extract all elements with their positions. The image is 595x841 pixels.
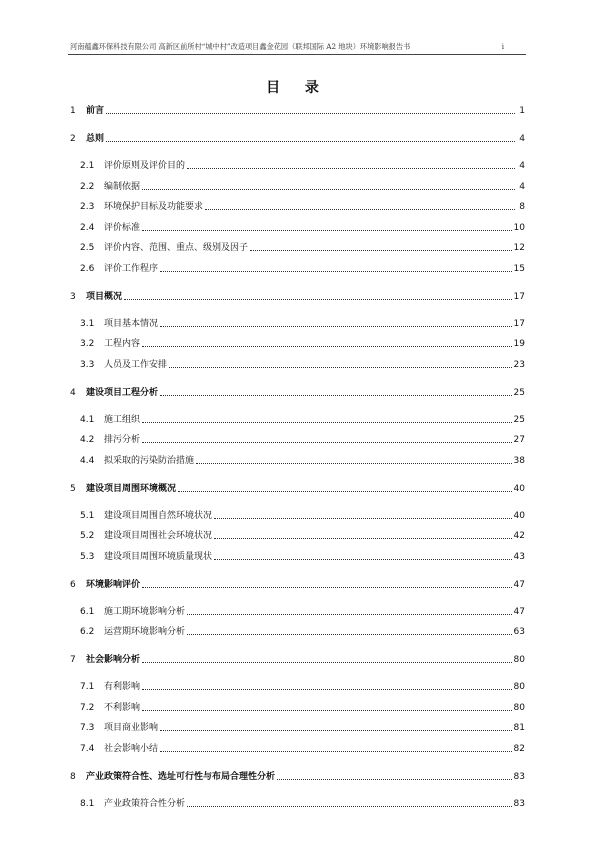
toc-dot-leader (160, 394, 512, 396)
toc-entry-number: 4.1 (80, 414, 95, 425)
header-text: 河南蕴鑫环保科技有限公司 高新区前所村“城中村”改造项目鑫金花园（联邦国际 A2 地块）环境影响报告书 (70, 42, 411, 51)
toc-entry-page: 82 (513, 743, 525, 754)
toc-dot-leader (160, 750, 512, 752)
toc-entry-number: 6.2 (80, 627, 95, 637)
toc-entry[interactable] (70, 357, 525, 371)
toc-entry-label: 项目商业影响 (104, 723, 159, 733)
toc-dot-leader (187, 633, 512, 635)
toc-entry[interactable] (70, 453, 525, 467)
toc-entry-page: 40 (513, 483, 525, 494)
toc-entry-page: 15 (513, 263, 525, 274)
toc-entry-label: 项目基本情况 (104, 318, 159, 329)
toc-dot-leader (142, 188, 515, 190)
toc-dot-leader (214, 537, 512, 539)
toc-dot-leader (214, 558, 512, 560)
toc-entry-page: 80 (513, 702, 525, 713)
toc-entry-label: 评价原则及评价目的 (104, 161, 186, 171)
toc-entry-number: 3 (70, 291, 76, 302)
toc-entry-page: 19 (513, 339, 525, 349)
toc-entry-number: 6.1 (80, 606, 95, 617)
toc-entry-label: 环境影响评价 (86, 579, 141, 590)
toc-entry-number: 3.3 (80, 359, 95, 370)
toc-entry-number: 1 (70, 106, 76, 116)
toc-entry[interactable] (70, 179, 525, 193)
toc-entry[interactable] (70, 549, 525, 563)
toc-entry-number: 7.3 (80, 723, 95, 733)
toc-entry-label: 不利影响 (104, 702, 141, 713)
toc-entry[interactable] (70, 316, 525, 330)
toc-entry[interactable] (70, 220, 525, 234)
toc-entry-label: 评价内容、范围、重点、级别及因子 (104, 243, 249, 253)
toc-entry-label: 工程内容 (104, 339, 141, 349)
toc-entry-label: 施工组织 (104, 414, 141, 425)
toc-dot-leader (250, 249, 512, 251)
page-header (68, 40, 526, 55)
toc-entry-number: 2.1 (80, 161, 95, 171)
toc-entry-number: 2.2 (80, 181, 95, 192)
toc-dot-leader (124, 298, 512, 300)
toc-entry-page: 27 (513, 435, 525, 445)
toc-entry-label: 项目概况 (86, 291, 123, 302)
toc-entry-label: 建设项目工程分析 (86, 387, 159, 398)
toc-entry-label: 社会影响小结 (104, 743, 159, 754)
toc-entry-number: 4 (70, 387, 76, 398)
toc-entry-label: 社会影响分析 (86, 655, 141, 665)
toc-dot-leader (142, 441, 512, 443)
toc-entry-number: 5.3 (80, 551, 95, 562)
toc-entry[interactable] (70, 577, 525, 591)
toc-dot-leader (142, 688, 512, 690)
toc-entry[interactable] (70, 528, 525, 542)
toc-entry-label: 评价标准 (104, 222, 141, 233)
toc-entry-page: 42 (513, 531, 525, 541)
toc-dot-leader (169, 366, 512, 368)
toc-entry-number: 8.1 (80, 798, 95, 809)
toc-entry[interactable] (70, 508, 525, 522)
toc-entry-page: 83 (513, 798, 525, 809)
toc-entry-label: 建设项目周围自然环境状况 (104, 510, 213, 521)
toc-entry-number: 8 (70, 771, 76, 782)
toc-entry-page: 1 (519, 106, 525, 116)
toc-entry-label: 建设项目周围社会环境状况 (104, 531, 213, 541)
toc-entry-page: 17 (513, 318, 525, 329)
toc-entry[interactable] (70, 796, 525, 810)
toc-dot-leader (142, 709, 512, 711)
toc-entry-page: 80 (513, 655, 525, 665)
header-page-number: i (501, 42, 504, 51)
toc-entry-number: 5.1 (80, 510, 95, 521)
toc-entry-page: 83 (513, 771, 525, 782)
toc-entry-number: 7.1 (80, 682, 95, 692)
toc-entry-label: 排污分析 (104, 435, 141, 445)
toc-entry[interactable] (70, 679, 525, 693)
toc-entry[interactable] (70, 604, 525, 618)
toc-entry-number: 6 (70, 579, 76, 590)
toc-entry-page: 12 (513, 243, 525, 253)
toc-entry-page: 25 (513, 414, 525, 425)
toc-entry-page: 43 (513, 551, 525, 562)
toc-entry-page: 8 (519, 202, 525, 212)
toc-entry[interactable] (70, 481, 525, 495)
toc-entry-page: 81 (513, 723, 525, 733)
toc-entry-label: 施工期环境影响分析 (104, 606, 186, 617)
toc-entry-label: 建设项目周围环境质量现状 (104, 551, 213, 562)
toc-entry-number: 3.1 (80, 318, 95, 329)
toc-entry-label: 有利影响 (104, 682, 141, 692)
toc-dot-leader (142, 661, 512, 663)
toc-entry[interactable] (70, 412, 525, 426)
toc-dot-leader (142, 229, 512, 231)
toc-entry-label: 拟采取的污染防治措施 (104, 455, 195, 466)
toc-entry[interactable] (70, 240, 525, 254)
toc-entry-number: 2.4 (80, 222, 95, 233)
toc-entry[interactable] (70, 131, 525, 145)
toc-entry-label: 评价工作程序 (104, 263, 159, 274)
toc-entry-page: 40 (513, 510, 525, 521)
toc-dot-leader (142, 345, 512, 347)
toc-entry[interactable] (70, 432, 525, 446)
toc-entry-number: 4.4 (80, 455, 95, 466)
toc-dot-leader (187, 613, 512, 615)
toc-entry-number: 5.2 (80, 531, 95, 541)
toc-entry-number: 7 (70, 655, 76, 665)
toc-entry-label: 编制依据 (104, 181, 141, 192)
toc-entry-number: 7.2 (80, 702, 95, 713)
toc-entry-label: 人员及工作安排 (104, 359, 168, 370)
toc-entry-number: 2.3 (80, 202, 95, 212)
toc-entry[interactable] (70, 289, 525, 303)
toc-dot-leader (187, 805, 512, 807)
toc-entry[interactable] (70, 741, 525, 755)
toc-entry-page: 10 (513, 222, 525, 233)
toc-entry-page: 63 (513, 627, 525, 637)
toc-entry[interactable] (70, 261, 525, 275)
toc-entry-label: 前言 (86, 106, 105, 116)
toc-entry-label: 运营期环境影响分析 (104, 627, 186, 637)
toc-entry-page: 38 (513, 455, 525, 466)
toc-entry-label: 产业政策符合性分析 (104, 798, 186, 809)
toc-entry-number: 5 (70, 483, 76, 494)
toc-entry[interactable] (70, 720, 525, 734)
toc-dot-leader (142, 586, 512, 588)
toc-entry-page: 4 (519, 161, 525, 171)
toc-entry-page: 17 (513, 291, 525, 302)
toc-entry[interactable] (70, 336, 525, 350)
toc-entry-label: 建设项目周围环境概况 (86, 483, 177, 494)
toc-entry[interactable] (70, 158, 525, 172)
toc-entry-number: 2.5 (80, 243, 95, 253)
toc-entry[interactable] (70, 652, 525, 666)
toc-entry-label: 总则 (86, 134, 105, 144)
toc-dot-leader (187, 167, 515, 169)
toc-dot-leader (196, 462, 512, 464)
toc-dot-leader (214, 517, 512, 519)
toc-dot-leader (160, 729, 512, 731)
toc-entry-page: 25 (513, 387, 525, 398)
toc-entry[interactable] (70, 199, 525, 213)
toc-dot-leader (106, 112, 515, 114)
toc-dot-leader (178, 490, 512, 492)
toc-entry[interactable] (70, 103, 525, 117)
toc-dot-leader (160, 325, 512, 327)
toc-entry-label: 环境保护目标及功能要求 (104, 202, 204, 212)
toc-entry-number: 4.2 (80, 435, 95, 445)
toc-entry-page: 4 (519, 181, 525, 192)
toc-entry-label: 产业政策符合性、选址可行性与布局合理性分析 (86, 771, 276, 782)
toc-entry-number: 3.2 (80, 339, 95, 349)
toc-entry-page: 4 (519, 134, 525, 144)
toc-dot-leader (142, 421, 512, 423)
toc-dot-leader (160, 270, 512, 272)
toc-entry[interactable] (70, 700, 525, 714)
toc-entry-page: 23 (513, 359, 525, 370)
toc-entry[interactable] (70, 385, 525, 399)
toc-entry-number: 2.6 (80, 263, 95, 274)
toc-dot-leader (205, 208, 515, 210)
toc-entry-page: 47 (513, 579, 525, 590)
page-title: 目 录 (266, 80, 329, 96)
toc-entry-number: 7.4 (80, 743, 95, 754)
toc-entry[interactable] (70, 769, 525, 783)
toc-entry[interactable] (70, 624, 525, 638)
toc-entry-page: 80 (513, 682, 525, 692)
toc-dot-leader (277, 778, 512, 780)
toc-entry-number: 2 (70, 134, 76, 144)
toc-entry-page: 47 (513, 606, 525, 617)
toc-dot-leader (106, 140, 515, 142)
